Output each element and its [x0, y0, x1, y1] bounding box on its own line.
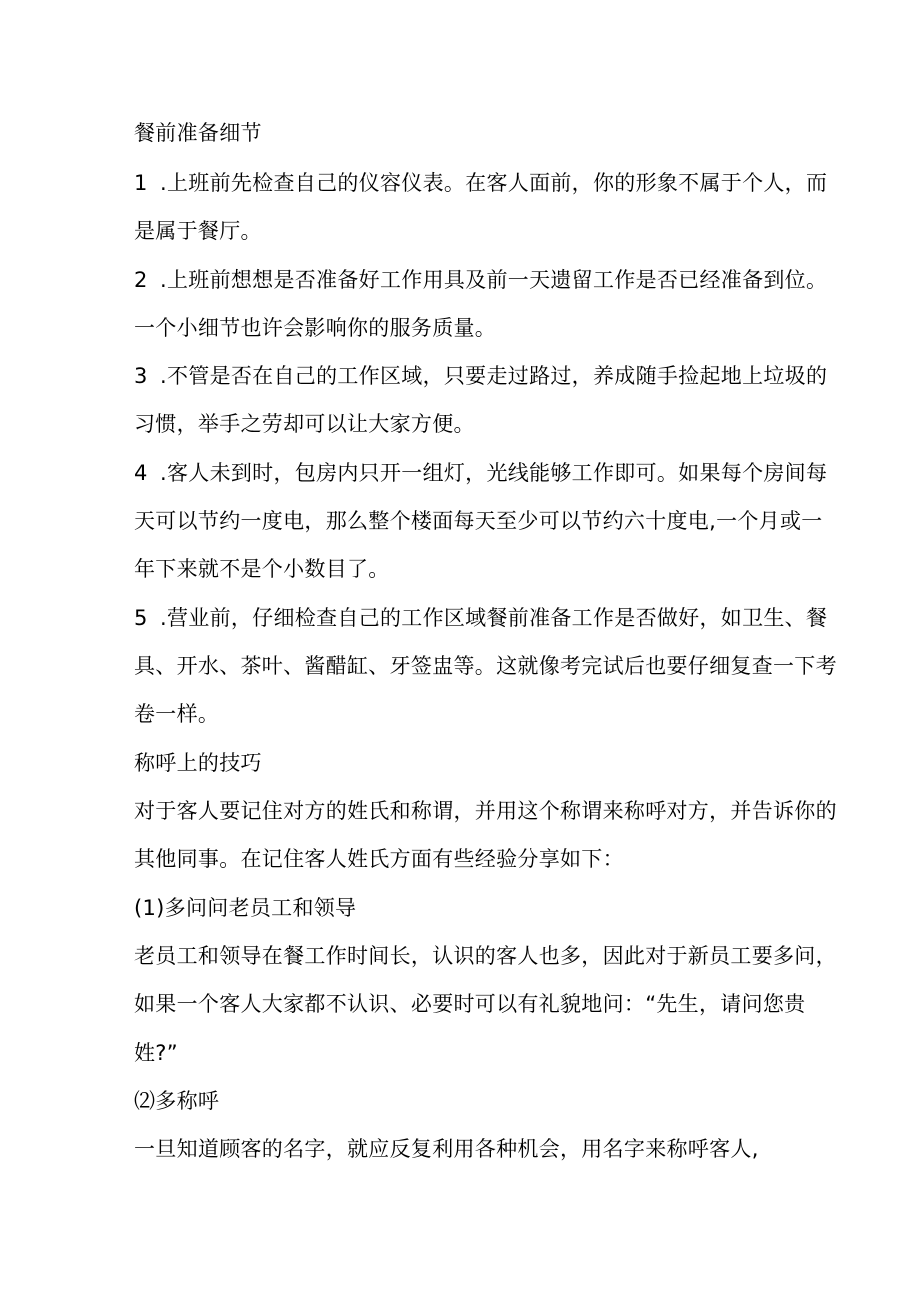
list-item-number: 2 — [134, 268, 148, 292]
list-item-number: 5 — [134, 606, 148, 630]
section-intro-line-2: 其他同事。在记住客人姓氏方面有些经验分享如下： — [134, 847, 624, 871]
list-item-2-line-2: 一个小细节也许会影响你的服务质量。 — [134, 316, 497, 340]
list-item-1-line-2: 是属于餐厅。 — [134, 219, 262, 243]
list-item-text: .不管是否在自己的工作区域，只要走过路过，养成随手捡起地上垃圾的 — [160, 364, 828, 388]
list-item-1-line-1 — [134, 169, 827, 197]
list-item-2-line-1 — [134, 266, 827, 294]
list-item-4-line-3: 年下来就不是个小数目了。 — [134, 557, 390, 581]
list-item-number: 3 — [134, 364, 148, 388]
subsection-1-line-3: 姓?” — [134, 1041, 178, 1065]
list-item-5-line-3: 卷一样。 — [134, 702, 220, 726]
list-item-4-line-1 — [134, 459, 827, 487]
subsection-1-line-2: 如果一个客人大家都不认识、必要时可以有礼貌地问：“先生，请问您贵 — [134, 992, 806, 1016]
list-item-5-line-2: 具、开水、茶叶、酱醋缸、牙签盅等。这就像考完试后也要仔细复查一下考 — [134, 654, 837, 678]
list-item-5-line-1 — [134, 604, 827, 632]
list-item-text: .上班前先检查自己的仪容仪表。在客人面前，你的形象不属于个人，而 — [160, 171, 828, 195]
list-item-number: 1 — [134, 171, 148, 195]
subsection-2-line-1: 一旦知道顾客的名字，就应反复利用各种机会，用名字来称呼客人, — [134, 1137, 759, 1161]
subsection-2-title: ⑵多称呼 — [134, 1089, 220, 1113]
subsection-1-line-1: 老员工和领导在餐工作时间长，认识的客人也多，因此对于新员工要多问， — [134, 944, 837, 968]
list-item-text: .营业前，仔细检查自己的工作区域餐前准备工作是否做好，如卫生、餐 — [160, 606, 828, 630]
list-item-text: .上班前想想是否准备好工作用具及前一天遗留工作是否已经准备到位。 — [160, 268, 828, 292]
list-item-text: .客人未到时，包房内只开一组灯，光线能够工作即可。如果每个房间每 — [160, 461, 828, 485]
list-item-3-line-2: 习惯，举手之劳却可以让大家方便。 — [134, 412, 475, 436]
section-intro-line-1: 对于客人要记住对方的姓氏和称谓，并用这个称谓来称呼对方，并告诉你的 — [134, 799, 837, 823]
subsection-1-title: (1)多问问老员工和领导 — [134, 896, 357, 920]
section-title-preparation: 餐前准备细节 — [134, 121, 262, 145]
list-item-3-line-1 — [134, 362, 827, 390]
list-item-number: 4 — [134, 461, 148, 485]
list-item-4-line-2: 天可以节约一度电，那么整个楼面每天至少可以节约六十度电,一个月或一 — [134, 509, 823, 533]
section-title-addressing: 称呼上的技巧 — [134, 751, 262, 775]
